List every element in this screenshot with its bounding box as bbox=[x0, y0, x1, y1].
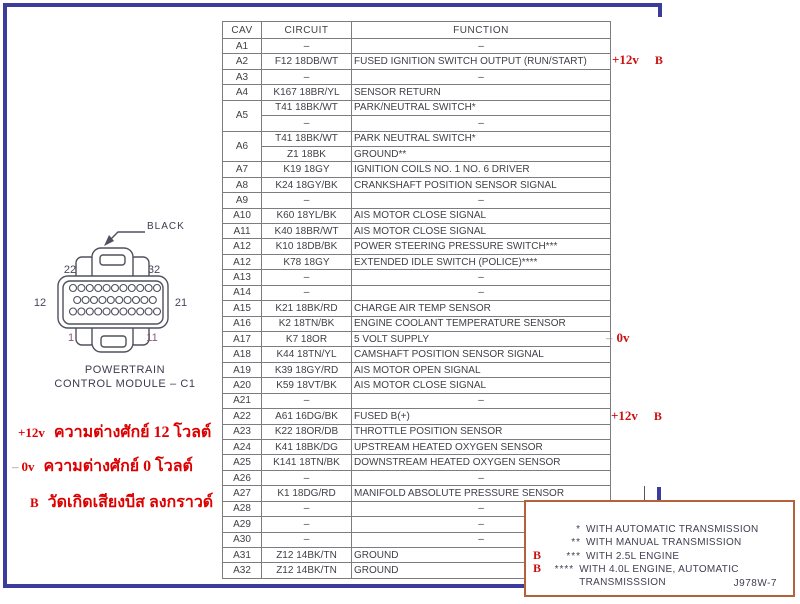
circuit-cell: T41 18BK/WT bbox=[262, 131, 352, 146]
cav-cell: A30 bbox=[223, 532, 262, 547]
header-circuit: CIRCUIT bbox=[262, 22, 352, 39]
legend-marker: B bbox=[533, 548, 542, 562]
cav-cell: A3 bbox=[223, 69, 262, 84]
table-row bbox=[223, 208, 611, 223]
function-cell: DOWNSTREAM HEATED OXYGEN SENSOR bbox=[352, 455, 611, 470]
cav-cell: A9 bbox=[223, 193, 262, 208]
thai-note-text: ความต่างศักย์ 12 โวลต์ bbox=[53, 424, 212, 441]
annotation-beep-marker: B bbox=[653, 409, 662, 423]
cav-cell: A5 bbox=[223, 100, 262, 131]
legend-item bbox=[526, 549, 793, 562]
circuit-cell: K60 18YL/BK bbox=[262, 208, 352, 223]
circuit-cell: – bbox=[262, 501, 352, 516]
function-cell: – bbox=[352, 517, 611, 532]
function-cell: UPSTREAM HEATED OXYGEN SENSOR bbox=[352, 439, 611, 454]
circuit-cell: K40 18BR/WT bbox=[262, 224, 352, 239]
table-row bbox=[223, 254, 611, 269]
table-row bbox=[223, 332, 611, 347]
function-cell: MANIFOLD ABSOLUTE PRESSURE SENSOR bbox=[352, 486, 611, 501]
circuit-cell: K19 18GY bbox=[262, 162, 352, 177]
connector-caption bbox=[25, 363, 225, 391]
wire-color-label: BLACK bbox=[147, 221, 185, 232]
circuit-cell: K167 18BR/YL bbox=[262, 85, 352, 100]
header-function: FUNCTION bbox=[352, 22, 611, 39]
frame-top-border bbox=[3, 3, 662, 7]
table-row bbox=[223, 162, 611, 177]
function-cell: – bbox=[352, 270, 611, 285]
table-row bbox=[223, 193, 611, 208]
function-cell: – bbox=[352, 501, 611, 516]
cav-cell: A13 bbox=[223, 270, 262, 285]
function-cell: IGNITION COILS NO. 1 NO. 6 DRIVER bbox=[352, 162, 611, 177]
function-cell: PARK/NEUTRAL SWITCH* bbox=[352, 100, 611, 115]
table-row bbox=[223, 285, 611, 300]
cav-cell: A23 bbox=[223, 424, 262, 439]
legend-text: WITH 2.5L ENGINE bbox=[586, 551, 680, 562]
table-row bbox=[223, 239, 611, 254]
cav-cell: A12 bbox=[223, 239, 262, 254]
circuit-cell: K2 18TN/BK bbox=[262, 316, 352, 331]
thai-note-dash: – bbox=[12, 459, 19, 474]
function-cell: – bbox=[352, 39, 611, 54]
cav-cell: A12 bbox=[223, 254, 262, 269]
cav-cell: A17 bbox=[223, 332, 262, 347]
thai-note-text: ความต่างศักย์ 0 โวลต์ bbox=[43, 458, 193, 475]
pin-number-11: 11 bbox=[146, 332, 158, 344]
legend-item bbox=[526, 536, 793, 549]
circuit-cell: – bbox=[262, 517, 352, 532]
table-row bbox=[223, 54, 611, 69]
cav-cell: A28 bbox=[223, 501, 262, 516]
connector-caption-line2: CONTROL MODULE – C1 bbox=[54, 378, 196, 390]
function-cell: AIS MOTOR CLOSE SIGNAL bbox=[352, 224, 611, 239]
table-row bbox=[223, 131, 611, 146]
frame-left-border bbox=[3, 3, 7, 588]
frame-right-stub-top bbox=[658, 3, 662, 17]
legend-stars: *** bbox=[566, 551, 581, 562]
connector-caption-line1: POWERTRAIN bbox=[84, 364, 166, 376]
cav-cell: A15 bbox=[223, 301, 262, 316]
table-row bbox=[223, 116, 611, 131]
pin-number-1: 1 bbox=[67, 332, 75, 344]
function-cell: – bbox=[352, 285, 611, 300]
cav-cell: A21 bbox=[223, 393, 262, 408]
legend-stars: **** bbox=[554, 564, 575, 575]
annotation-volt: +12v bbox=[612, 52, 639, 67]
function-cell: – bbox=[352, 116, 611, 131]
cav-cell: A8 bbox=[223, 177, 262, 192]
circuit-cell: K24 18GY/BK bbox=[262, 177, 352, 192]
circuit-cell: K10 18DB/BK bbox=[262, 239, 352, 254]
top-lock-ridge bbox=[100, 255, 125, 265]
circuit-cell: A61 16DG/BK bbox=[262, 409, 352, 424]
table-row bbox=[223, 270, 611, 285]
function-cell: 5 VOLT SUPPLY bbox=[352, 332, 611, 347]
pin-number-21: 21 bbox=[174, 297, 188, 309]
function-cell: GROUND bbox=[352, 547, 611, 562]
table-row bbox=[223, 224, 611, 239]
cav-cell: A18 bbox=[223, 347, 262, 362]
table-row bbox=[223, 470, 611, 485]
table-row bbox=[223, 455, 611, 470]
cav-cell: A24 bbox=[223, 439, 262, 454]
circuit-cell: K21 18BK/RD bbox=[262, 301, 352, 316]
legend-marker: B bbox=[533, 561, 542, 575]
legend-stars: ** bbox=[571, 537, 581, 548]
table-row bbox=[223, 424, 611, 439]
cav-cell: A11 bbox=[223, 224, 262, 239]
circuit-cell: F12 18DB/WT bbox=[262, 54, 352, 69]
table-row bbox=[223, 409, 611, 424]
circuit-cell: – bbox=[262, 532, 352, 547]
function-cell: ENGINE COOLANT TEMPERATURE SENSOR bbox=[352, 316, 611, 331]
cav-cell: A31 bbox=[223, 547, 262, 562]
annotation-dash: – bbox=[606, 330, 613, 345]
legend-stars: * bbox=[576, 524, 581, 535]
tick-mark bbox=[644, 486, 645, 501]
table-header-row bbox=[223, 22, 611, 39]
circuit-cell: Z12 14BK/TN bbox=[262, 563, 352, 579]
annotation-beep-marker: B bbox=[654, 53, 663, 67]
circuit-cell: K44 18TN/YL bbox=[262, 347, 352, 362]
thai-note-symbol: B bbox=[30, 495, 39, 510]
legend-box bbox=[524, 500, 795, 597]
circuit-cell: – bbox=[262, 193, 352, 208]
function-cell: FUSED B(+) bbox=[352, 409, 611, 424]
function-cell: – bbox=[352, 393, 611, 408]
cav-cell: A22 bbox=[223, 409, 262, 424]
circuit-cell: K59 18VT/BK bbox=[262, 378, 352, 393]
pin-number-12: 12 bbox=[33, 297, 47, 309]
cav-cell: A20 bbox=[223, 378, 262, 393]
table-row bbox=[223, 301, 611, 316]
pinout-table-body bbox=[223, 39, 611, 579]
function-cell: AIS MOTOR CLOSE SIGNAL bbox=[352, 378, 611, 393]
circuit-cell: – bbox=[262, 116, 352, 131]
function-cell: EXTENDED IDLE SWITCH (POLICE)**** bbox=[352, 254, 611, 269]
connector-diagram bbox=[30, 205, 220, 365]
table-row bbox=[223, 146, 611, 161]
thai-note-text: วัดเกิดเสียงบีส ลงกราวด์ bbox=[47, 494, 214, 511]
annotation-a22-12v bbox=[611, 408, 662, 424]
legend-text: WITH MANUAL TRANSMISSION bbox=[586, 537, 742, 548]
cav-cell: A26 bbox=[223, 470, 262, 485]
circuit-cell: T41 18BK/WT bbox=[262, 100, 352, 115]
table-row bbox=[223, 100, 611, 115]
cav-cell: A1 bbox=[223, 39, 262, 54]
header-cav: CAV bbox=[223, 22, 262, 39]
black-label-arrow bbox=[104, 232, 145, 246]
cav-cell: A16 bbox=[223, 316, 262, 331]
cav-cell: A19 bbox=[223, 362, 262, 377]
circuit-cell: K22 18OR/DB bbox=[262, 424, 352, 439]
circuit-cell: – bbox=[262, 393, 352, 408]
function-cell: THROTTLE POSITION SENSOR bbox=[352, 424, 611, 439]
thai-note-symbol: +12v bbox=[18, 425, 45, 440]
circuit-cell: K141 18TN/BK bbox=[262, 455, 352, 470]
circuit-cell: – bbox=[262, 285, 352, 300]
circuit-cell: K41 18BK/DG bbox=[262, 439, 352, 454]
cav-cell: A4 bbox=[223, 85, 262, 100]
cav-cell: A2 bbox=[223, 54, 262, 69]
function-cell: SENSOR RETURN bbox=[352, 85, 611, 100]
pin-number-22: 22 bbox=[63, 264, 77, 276]
thai-note-beep bbox=[30, 490, 213, 515]
function-cell: CAMSHAFT POSITION SENSOR SIGNAL bbox=[352, 347, 611, 362]
thai-note-symbol: 0v bbox=[21, 459, 35, 474]
function-cell: – bbox=[352, 69, 611, 84]
function-cell: CRANKSHAFT POSITION SENSOR SIGNAL bbox=[352, 177, 611, 192]
table-row bbox=[223, 316, 611, 331]
function-cell: AIS MOTOR OPEN SIGNAL bbox=[352, 362, 611, 377]
legend-text: WITH AUTOMATIC TRANSMISSION bbox=[586, 524, 759, 535]
circuit-cell: – bbox=[262, 470, 352, 485]
bottom-lock-ridge bbox=[101, 336, 126, 347]
table-row bbox=[223, 362, 611, 377]
function-cell: POWER STEERING PRESSURE SWITCH*** bbox=[352, 239, 611, 254]
pinout-table bbox=[222, 21, 611, 579]
function-cell: CHARGE AIR TEMP SENSOR bbox=[352, 301, 611, 316]
circuit-cell: – bbox=[262, 69, 352, 84]
table-row bbox=[223, 39, 611, 54]
annotation-a17-0v bbox=[606, 330, 630, 346]
table-row bbox=[223, 347, 611, 362]
legend-text: WITH 4.0L ENGINE, AUTOMATIC TRANSMISSSION bbox=[579, 564, 739, 588]
cav-cell: A32 bbox=[223, 563, 262, 579]
circuit-cell: K78 18GY bbox=[262, 254, 352, 269]
table-row bbox=[223, 177, 611, 192]
pin-number-32: 32 bbox=[147, 264, 161, 276]
circuit-cell: Z1 18BK bbox=[262, 146, 352, 161]
thai-note-12v bbox=[18, 420, 211, 445]
circuit-cell: – bbox=[262, 270, 352, 285]
diagram-code: J978W-7 bbox=[733, 578, 777, 589]
legend-item bbox=[526, 523, 793, 536]
annotation-volt: 0v bbox=[616, 330, 630, 345]
table-row bbox=[223, 439, 611, 454]
cav-cell: A25 bbox=[223, 455, 262, 470]
function-cell: – bbox=[352, 470, 611, 485]
annotation-volt: +12v bbox=[611, 408, 638, 423]
circuit-cell: – bbox=[262, 39, 352, 54]
cav-cell: A10 bbox=[223, 208, 262, 223]
cav-cell: A27 bbox=[223, 486, 262, 501]
annotation-a2-12v bbox=[612, 52, 663, 68]
table-row bbox=[223, 486, 611, 501]
function-cell: – bbox=[352, 193, 611, 208]
cav-cell: A29 bbox=[223, 517, 262, 532]
circuit-cell: K1 18DG/RD bbox=[262, 486, 352, 501]
table-row bbox=[223, 69, 611, 84]
circuit-cell: K7 18OR bbox=[262, 332, 352, 347]
table-row bbox=[223, 393, 611, 408]
thai-note-0v bbox=[12, 454, 193, 479]
circuit-cell: Z12 14BK/TN bbox=[262, 547, 352, 562]
function-cell: – bbox=[352, 532, 611, 547]
function-cell: GROUND bbox=[352, 563, 611, 579]
function-cell: FUSED IGNITION SWITCH OUTPUT (RUN/START) bbox=[352, 54, 611, 69]
circuit-cell: K39 18GY/RD bbox=[262, 362, 352, 377]
function-cell: AIS MOTOR CLOSE SIGNAL bbox=[352, 208, 611, 223]
table-row bbox=[223, 85, 611, 100]
cav-cell: A7 bbox=[223, 162, 262, 177]
function-cell: GROUND** bbox=[352, 146, 611, 161]
cav-cell: A6 bbox=[223, 131, 262, 162]
function-cell: PARK NEUTRAL SWITCH* bbox=[352, 131, 611, 146]
cav-cell: A14 bbox=[223, 285, 262, 300]
table-row bbox=[223, 378, 611, 393]
